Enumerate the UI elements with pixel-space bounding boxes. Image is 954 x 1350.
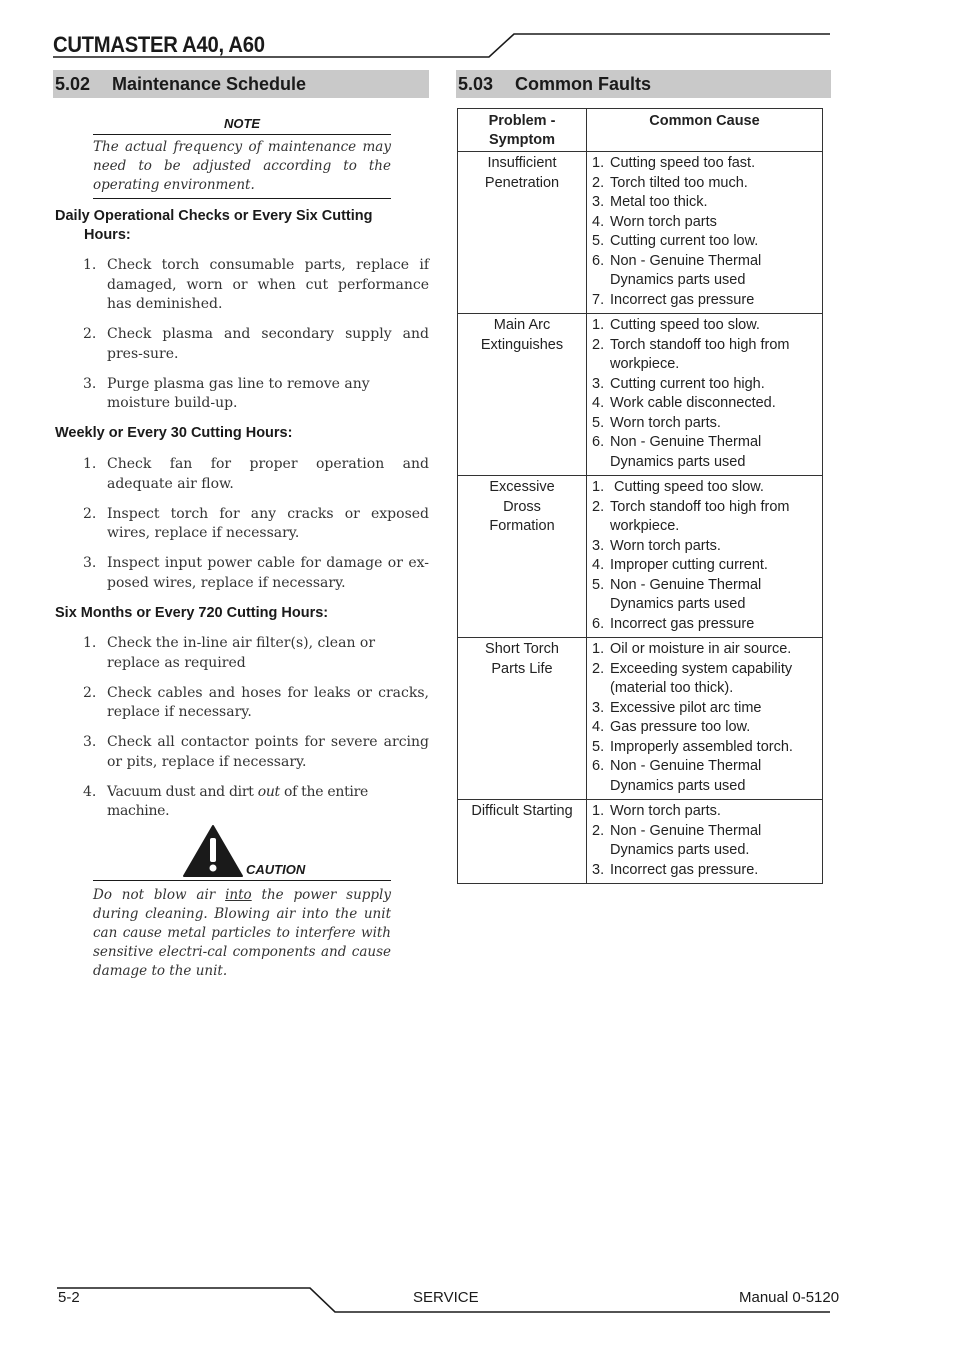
manual-number: Manual 0-5120 bbox=[739, 1289, 840, 1306]
note-text: The actual frequency of maintenance may need to be adjusted according to the operating environment. bbox=[93, 139, 391, 193]
cause-item: 5. Cutting current too low. bbox=[592, 233, 759, 249]
cause-item: 5. Improperly assembled torch. bbox=[592, 738, 793, 755]
weekly-checks-list bbox=[83, 455, 429, 604]
note-label: NOTE bbox=[223, 116, 261, 131]
daily-checks-heading: Daily Operational Checks or Every Six Cutting Hours: bbox=[55, 208, 373, 243]
note-top-rule bbox=[93, 134, 391, 135]
cause-cell bbox=[587, 800, 823, 884]
section-number: 5.03 bbox=[458, 74, 494, 94]
cause-item: 5. Non - Genuine Thermal Dynamics parts used bbox=[592, 576, 762, 612]
footer-section: SERVICE bbox=[413, 1289, 479, 1306]
list-item: 1. Check the in-line air filter(s), clean or replace as required bbox=[83, 635, 376, 671]
cause-item: 6. Non - Genuine Thermal Dynamics parts used bbox=[592, 252, 762, 288]
table-row bbox=[458, 152, 823, 314]
cause-item: 6. Non - Genuine Thermal Dynamics parts used bbox=[592, 758, 762, 794]
cause-item: 4. Gas pressure too low. bbox=[592, 719, 751, 735]
section-title: Maintenance Schedule bbox=[112, 74, 307, 94]
note-bottom-rule bbox=[93, 198, 391, 199]
cause-cell bbox=[587, 638, 823, 800]
cause-item: 6. Incorrect gas pressure bbox=[592, 615, 755, 632]
symptom-cell: Excessive Dross Formation bbox=[458, 476, 587, 638]
page-number: 5-2 bbox=[58, 1289, 80, 1306]
list-item: 3. Inspect input power cable for damage or ex-posed wires, replace if necessary. bbox=[83, 555, 429, 591]
cause-item: 4. Worn torch parts bbox=[592, 213, 717, 230]
cause-item: 2. Non - Genuine Thermal Dynamics parts used. bbox=[592, 822, 762, 858]
document-title: CUTMASTER A40, A60 bbox=[53, 32, 265, 57]
section-number: 5.02 bbox=[55, 74, 91, 94]
list-item: 4. Vacuum dust and dirt out of the entire machine. bbox=[83, 783, 368, 819]
cause-item: 3. Cutting current too high. bbox=[592, 375, 765, 392]
header-rule bbox=[0, 0, 954, 70]
cause-item: 1. Cutting speed too slow. bbox=[592, 317, 760, 333]
weekly-checks-heading: Weekly or Every 30 Cutting Hours: bbox=[55, 425, 293, 441]
list-item: 3. Purge plasma gas line to remove any moisture build-up. bbox=[83, 375, 370, 411]
cause-item: 7. Incorrect gas pressure bbox=[592, 291, 755, 308]
cause-item: 3. Metal too thick. bbox=[592, 194, 708, 210]
caution-text: Do not blow air into the power supply during cleaning. Blowing air into the unit can cause metal particles to interfere with sensitive electri-cal components and cause damage to the unit. bbox=[93, 887, 391, 979]
list-item: 2. Check cables and hoses for leaks or cracks, replace if necessary. bbox=[83, 684, 429, 720]
cause-item: 2. Torch tilted too much. bbox=[592, 174, 748, 191]
table-row bbox=[458, 314, 823, 476]
cause-item: 3. Incorrect gas pressure. bbox=[592, 861, 759, 878]
table-row bbox=[458, 476, 823, 638]
cause-item: 2. Torch standoff too high from workpiece. bbox=[592, 336, 790, 372]
list-item: 1. Check fan for proper operation and adequate air flow. bbox=[83, 456, 429, 492]
six-month-checks-list bbox=[83, 634, 429, 832]
cause-item: 2. Torch standoff too high from workpiece. bbox=[592, 498, 790, 534]
table-header-row bbox=[458, 109, 823, 152]
cause-item: 5. Worn torch parts. bbox=[592, 414, 721, 431]
common-faults-table bbox=[457, 108, 823, 884]
cause-item: 6. Non - Genuine Thermal Dynamics parts used bbox=[592, 434, 762, 470]
cause-item: 1. Cutting speed too slow. bbox=[592, 479, 764, 495]
cause-item: 3. Worn torch parts. bbox=[592, 537, 721, 554]
cause-item: 1. Oil or moisture in air source. bbox=[592, 641, 792, 657]
cause-item: 1. Worn torch parts. bbox=[592, 803, 721, 819]
daily-checks-list bbox=[83, 256, 429, 424]
column-header-symptom: Problem - Symptom bbox=[458, 109, 587, 152]
list-item: 2. Check plasma and secondary supply and pres-sure. bbox=[83, 326, 429, 362]
warning-triangle-icon bbox=[182, 824, 244, 878]
caution-rule bbox=[93, 880, 391, 881]
table-row bbox=[458, 800, 823, 884]
cause-cell bbox=[587, 476, 823, 638]
cause-cell bbox=[587, 314, 823, 476]
list-item: 3. Check all contactor points for severe arcing or pits, replace if necessary. bbox=[83, 734, 429, 770]
symptom-cell: Main Arc Extinguishes bbox=[458, 314, 587, 476]
section-heading-maintenance bbox=[53, 70, 429, 98]
list-item: 2. Inspect torch for any cracks or exposed wires, replace if necessary. bbox=[83, 505, 429, 541]
cause-item: 4. Improper cutting current. bbox=[592, 557, 768, 573]
cause-cell bbox=[587, 152, 823, 314]
cause-item: 4. Work cable disconnected. bbox=[592, 395, 776, 411]
cause-item: 3. Excessive pilot arc time bbox=[592, 699, 762, 716]
cause-item: 2. Exceeding system capability (material too thick). bbox=[592, 660, 793, 696]
table-row bbox=[458, 638, 823, 800]
list-item: 1. Check torch consumable parts, replace if damaged, worn or when cut performance has deminished. bbox=[83, 257, 429, 312]
section-heading-faults bbox=[456, 70, 831, 98]
section-title: Common Faults bbox=[515, 74, 652, 94]
symptom-cell: Insufficient Penetration bbox=[458, 152, 587, 314]
cause-item: 1. Cutting speed too fast. bbox=[592, 155, 756, 171]
symptom-cell: Difficult Starting bbox=[458, 800, 587, 884]
column-header-cause: Common Cause bbox=[587, 109, 823, 152]
caution-label: CAUTION bbox=[246, 862, 306, 877]
symptom-cell: Short Torch Parts Life bbox=[458, 638, 587, 800]
six-month-checks-heading: Six Months or Every 720 Cutting Hours: bbox=[55, 605, 329, 621]
